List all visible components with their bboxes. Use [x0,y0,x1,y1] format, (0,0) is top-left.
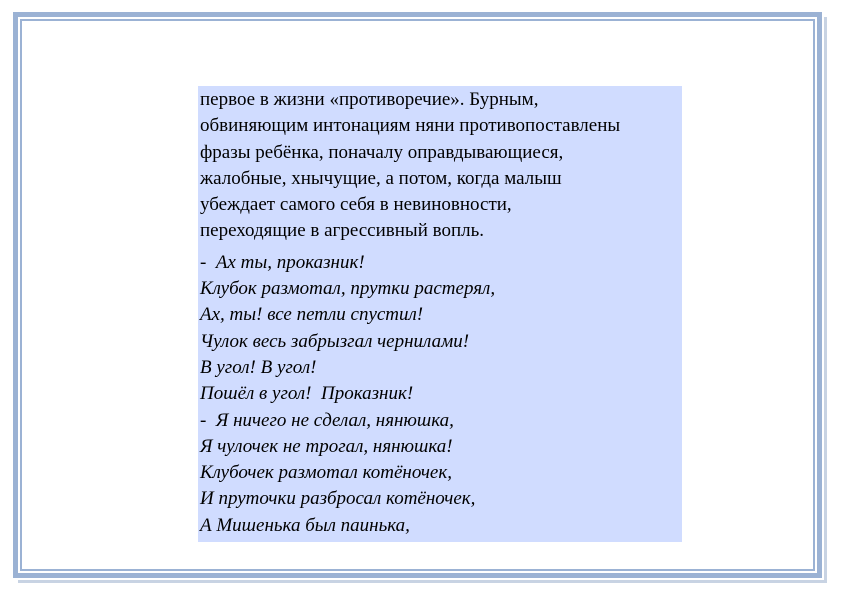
prose-paragraph [200,87,682,245]
verse-line: И пруточки разбросал котёночек, [200,488,476,510]
text-block [198,86,682,542]
verse-line: - Ах ты, проказник! [200,251,365,273]
prose-line: переходящие в агрессивный вопль. [200,220,485,242]
prose-line: первое в жизни «противоречие». Бурным, [200,89,539,110]
verse-line: В угол! В угол! [200,356,317,378]
verse-line: Пошёл в угол! Проказник! [200,383,414,405]
verse-line: Я чулочек не трогал, нянюшка! [200,435,453,457]
prose-line: фразы ребёнка, поначалу оправдывающиеся, [200,141,564,163]
prose-line: убеждает самого себя в невиновности, [200,194,512,216]
verse-line: Клубочек размотал котёночек, [200,462,452,484]
verse-line: - Я ничего не сделал, нянюшка, [200,409,454,431]
prose-line: обвиняющим интонациям няни противопоставлены [200,115,621,137]
prose-line: жалобные, хнычущие, а потом, когда малыш [200,167,562,189]
verse-quote [200,250,682,539]
verse-line: А Мишенька был паинька, [200,514,410,536]
verse-line: Клубок размотал, прутки растерял, [200,278,496,300]
verse-line: Ах, ты! все петли спустил! [200,304,424,326]
verse-line: Чулок весь забрызгал чернилами! [200,330,470,352]
